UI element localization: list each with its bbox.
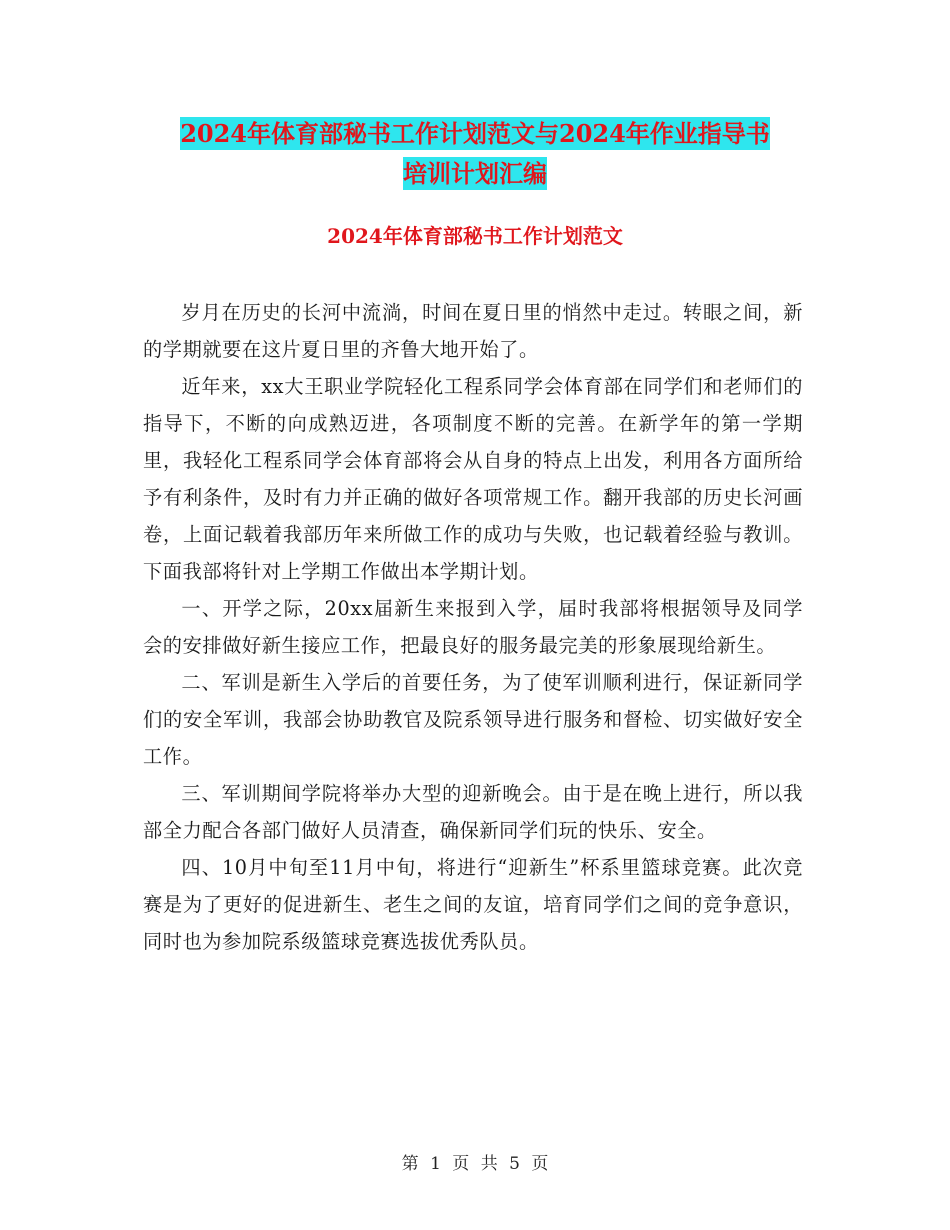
paragraph-3: 一、开学之际，20xx届新生来报到入学，届时我部将根据领导及同学会的安排做好新生接应工作，把最良好的服务最完美的形象展现给新生。 xyxy=(143,597,803,657)
paragraph-4: 二、军训是新生入学后的首要任务，为了使军训顺利进行，保证新同学们的安全军训，我部会协助教官及院系领导进行服务和督检、切实做好安全工作。 xyxy=(143,671,803,768)
title-highlight-1: 2024年体育部秘书工作计划范文与2024年作业指导书 xyxy=(180,119,770,148)
paragraph-5: 三、军训期间学院将举办大型的迎新晚会。由于是在晚上进行，所以我部全力配合各部门做好人员清查，确保新同学们玩的快乐、安全。 xyxy=(143,782,803,842)
document-title-line-1 xyxy=(0,114,950,154)
paragraph-2: 近年来，xx大王职业学院轻化工程系同学会体育部在同学们和老师们的指导下，不断的向成熟迈进，各项制度不断的完善。在新学年的第一学期里，我轻化工程系同学会体育部将会从自身的特点上出发，利用各方面所给予有利条件，及时有力并正确的做好各项常规工作。翻开我部的历史长河画卷，上面记载着我部历年来所做工作的成功与失败，也记载着经验与教训。下面我部将针对上学期工作做出本学期计划。 xyxy=(143,375,803,583)
document-title xyxy=(0,114,950,194)
document-title-line-2 xyxy=(0,154,950,194)
paragraph-6: 四、10月中旬至11月中旬，将进行“迎新生”杯系里篮球竞赛。此次竞赛是为了更好的促进新生、老生之间的友谊，培育同学们之间的竞争意识，同时也为参加院系级篮球竞赛选拔优秀队员。 xyxy=(143,856,803,953)
section-title: 2024年体育部秘书工作计划范文 xyxy=(327,224,623,248)
title-highlight-2: 培训计划汇编 xyxy=(403,159,547,188)
page-footer: 第 1 页 共 5 页 xyxy=(401,1154,549,1174)
document-body xyxy=(143,294,803,960)
paragraph-1: 岁月在历史的长河中流淌，时间在夏日里的悄然中走过。转眼之间，新的学期就要在这片夏日里的齐鲁大地开始了。 xyxy=(143,301,803,361)
